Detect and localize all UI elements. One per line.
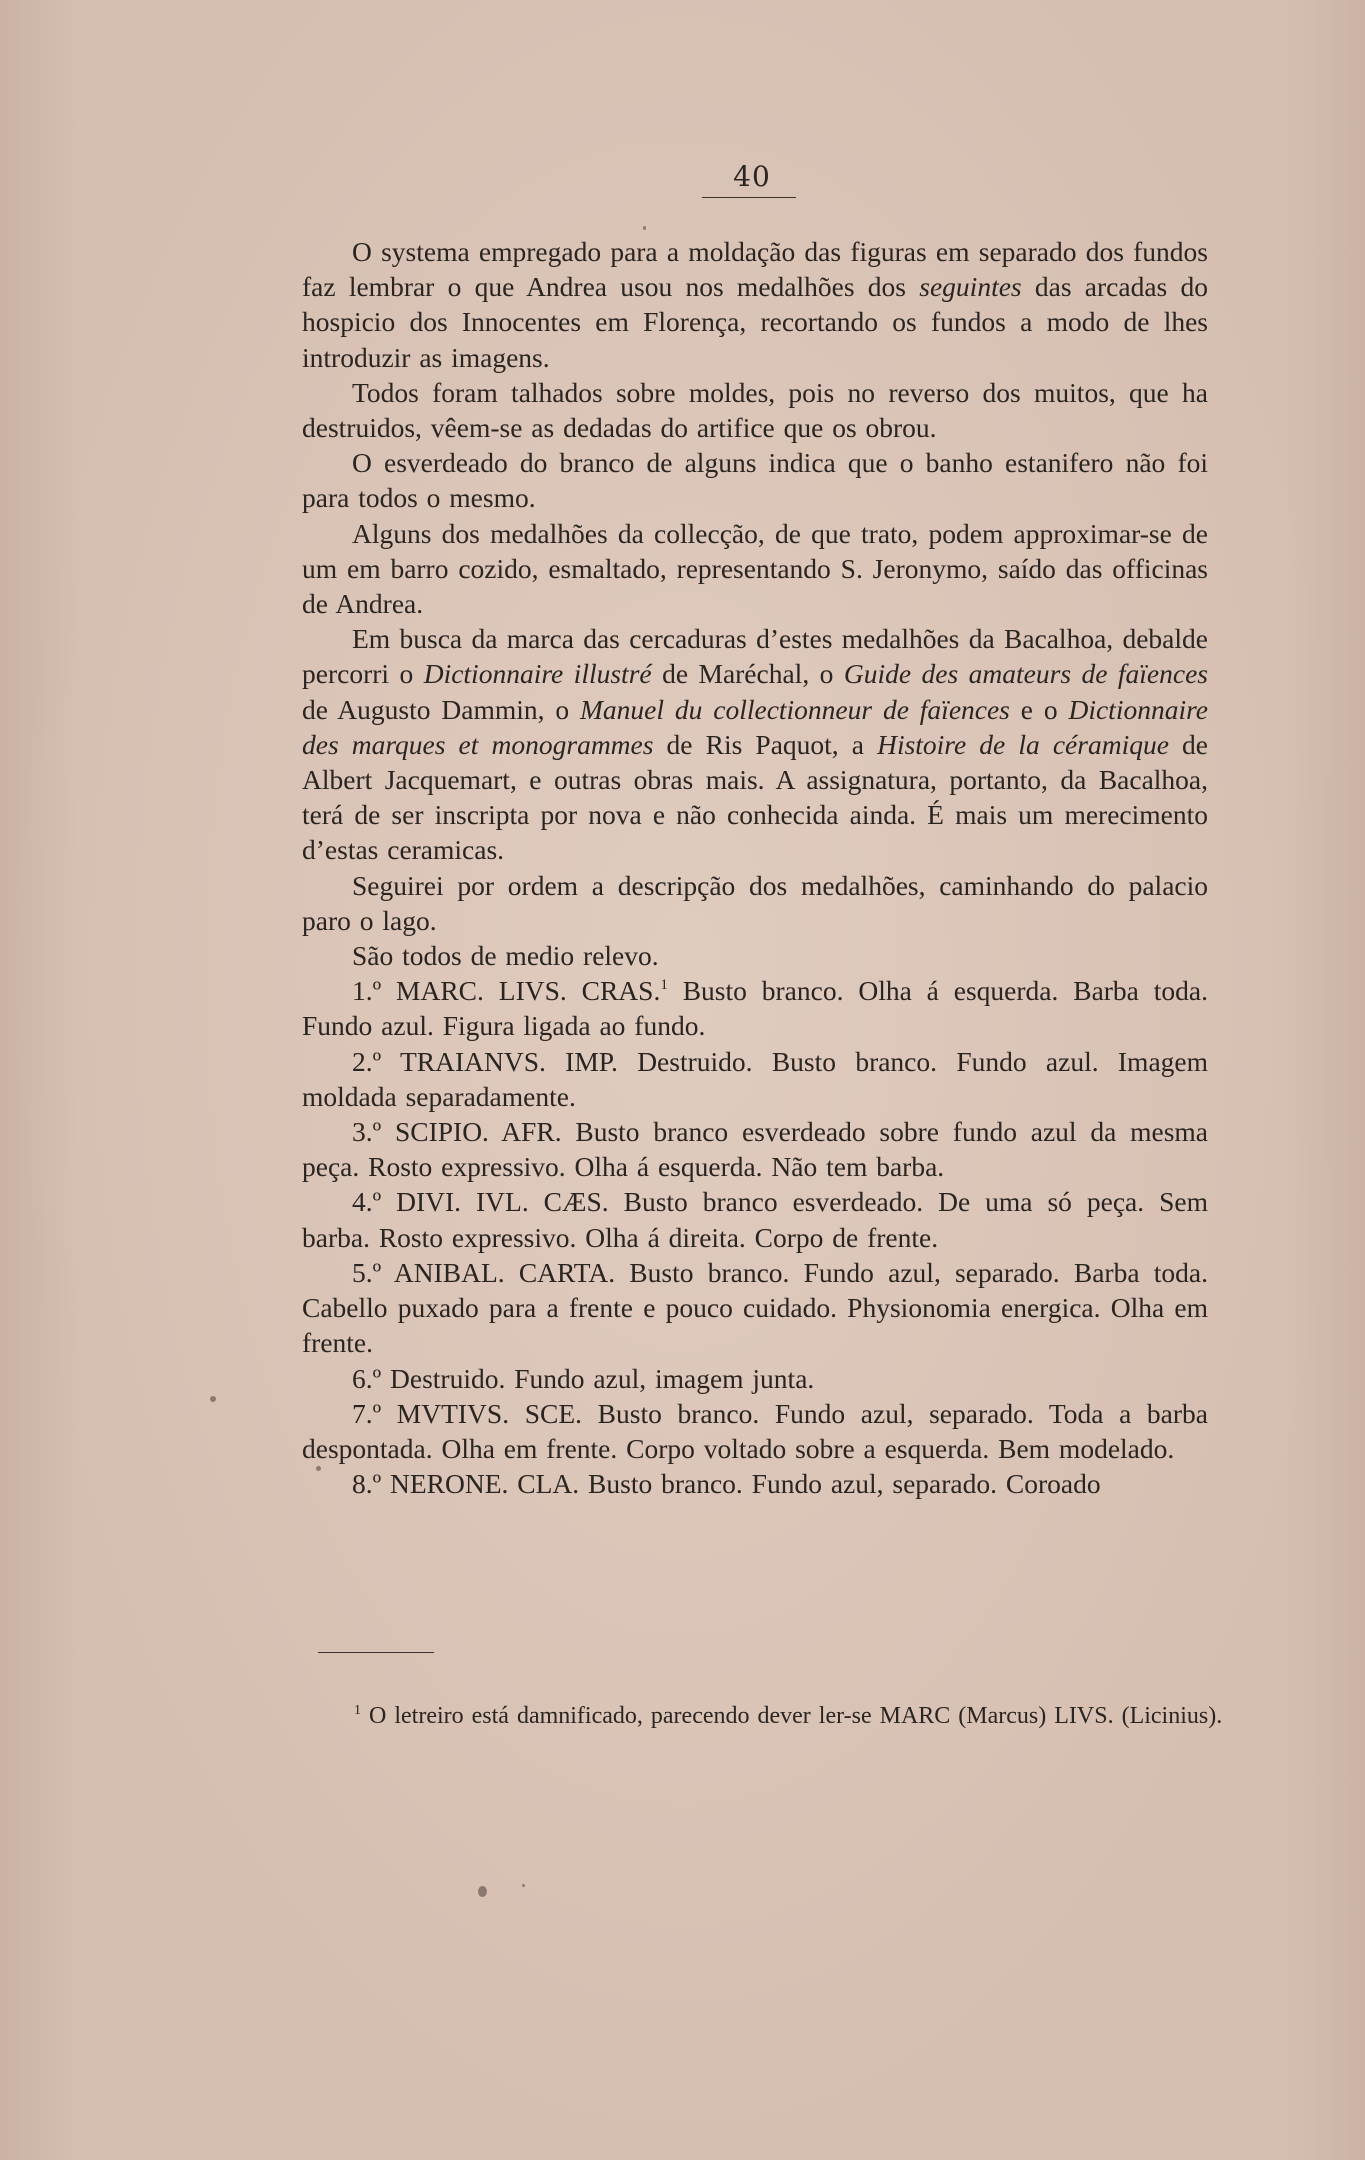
text-run: 1.º MARC. LIVS. CRAS. xyxy=(352,975,661,1007)
text-run: Em busca da marca das cercaduras d’estes medalhões da Bacalhoa, debalde percorri o xyxy=(302,623,1208,690)
paragraph xyxy=(302,234,1208,375)
paragraph xyxy=(302,1255,1208,1361)
text-run: Seguirei por ordem a descripção dos medalhões, caminhando do palacio paro o lago. xyxy=(302,869,1208,936)
body-text xyxy=(302,234,1208,1501)
footnote-rule xyxy=(318,1652,434,1653)
paragraph xyxy=(302,973,1208,1043)
text-run: Todos foram talhados sobre moldes, pois no reverso dos muitos, que ha destruidos, vêem-se as dedadas do artifice que os obrou. xyxy=(302,376,1208,444)
footnote-text xyxy=(302,1700,1226,1732)
text-run: de Ris Paquot, a xyxy=(653,728,878,760)
italic-title: Guide des amateurs de faïences xyxy=(843,658,1209,690)
page-number: 40 xyxy=(733,160,771,193)
paper-speck xyxy=(316,1466,321,1471)
text-run: O systema empregado para a moldação das figuras em separado dos fundos faz lembrar o que Andrea usou nos medalhões dos xyxy=(302,236,1208,303)
text-run: São todos de medio relevo. xyxy=(352,940,659,972)
italic-title: Histoire de la céramique xyxy=(877,728,1169,760)
text-run: das arcadas do hospicio dos Innocentes em Florença, recortando os fundos a modo de lhes introduzir as imagens. xyxy=(302,271,1209,373)
paragraph xyxy=(302,1114,1208,1184)
italic-title: Manuel du collectionneur de faïences xyxy=(580,693,1010,725)
text-run: de Maréchal, o xyxy=(651,658,844,690)
text-run: 3.º SCIPIO. AFR. Busto branco esverdeado sobre fundo azul da mesma peça. Rosto expressivo. Olha á esquerda. Não tem barba. xyxy=(302,1116,1208,1183)
paper-speck xyxy=(478,1886,487,1897)
text-run: 2.º TRAIANVS. IMP. Destruido. Busto branco. Fundo azul. Imagem moldada separadamente. xyxy=(302,1045,1208,1112)
paragraph xyxy=(302,868,1208,938)
text-run: Busto branco. Olha á esquerda. Barba toda. Fundo azul. Figura ligada ao fundo. xyxy=(302,975,1208,1042)
page-number-rule xyxy=(702,197,796,198)
paragraph xyxy=(302,1361,1208,1396)
text-run: O esverdeado do branco de alguns indica que o banho estanifero não foi para todos o mesmo. xyxy=(302,447,1208,514)
text-run: de Augusto Dammin, o xyxy=(302,693,580,725)
italic-title: seguintes xyxy=(919,271,1022,303)
text-run: de Albert Jacquemart, e outras obras mais. A assignatura, portanto, da Bacalhoa, terá de ser inscripta por nova e não conhecida ainda. É mais um merecimento d’estas ceramicas. xyxy=(302,728,1208,866)
italic-title: Dictionnaire illustré xyxy=(423,658,652,690)
paragraph xyxy=(302,445,1208,515)
text-run: Alguns dos medalhões da collecção, de que trato, podem approximar-se de um em barro cozido, esmaltado, representando S. Jeronymo, saído das officinas de Andrea. xyxy=(302,517,1208,620)
paper-speck xyxy=(522,1884,525,1887)
text-run: 7.º MVTIVS. SCE. Busto branco. Fundo azul, separado. Toda a barba despontada. Olha em frente. Corpo voltado sobre a esquerda. Bem modelado. xyxy=(302,1397,1208,1464)
text-run: O letreiro está damnificado, parecendo dever ler-se MARC (Marcus) LIVS. (Licinius). xyxy=(361,1703,1223,1729)
paper-speck xyxy=(210,1396,216,1402)
footnote xyxy=(302,1700,1226,1732)
paragraph xyxy=(302,516,1208,622)
paragraph xyxy=(302,1184,1208,1254)
paragraph xyxy=(302,375,1208,445)
paragraph xyxy=(302,621,1208,867)
footnote-marker: 1 xyxy=(660,977,668,994)
paper-speck xyxy=(643,226,646,230)
paragraph xyxy=(302,938,1208,973)
text-run: 6.º Destruido. Fundo azul, imagem junta. xyxy=(352,1362,815,1394)
paragraph xyxy=(302,1396,1208,1466)
italic-title: Dictionnaire des marques et monogrammes xyxy=(302,693,1208,760)
text-run: 5.º ANIBAL. CARTA. Busto branco. Fundo azul, separado. Barba toda. Cabello puxado para a frente e pouco cuidado. Physionomia energica. Olha em frente. xyxy=(302,1256,1208,1359)
footnote-marker: 1 xyxy=(354,1703,361,1718)
text-run: e o xyxy=(1009,693,1069,725)
paragraph xyxy=(302,1044,1208,1114)
text-run: 8.º NERONE. CLA. Busto branco. Fundo azul, separado. Coroado xyxy=(352,1468,1101,1500)
text-run: 4.º DIVI. IVL. CÆS. Busto branco esverdeado. De uma só peça. Sem barba. Rosto expressivo. Olha á direita. Corpo de frente. xyxy=(302,1186,1208,1253)
paragraph xyxy=(302,1466,1208,1501)
